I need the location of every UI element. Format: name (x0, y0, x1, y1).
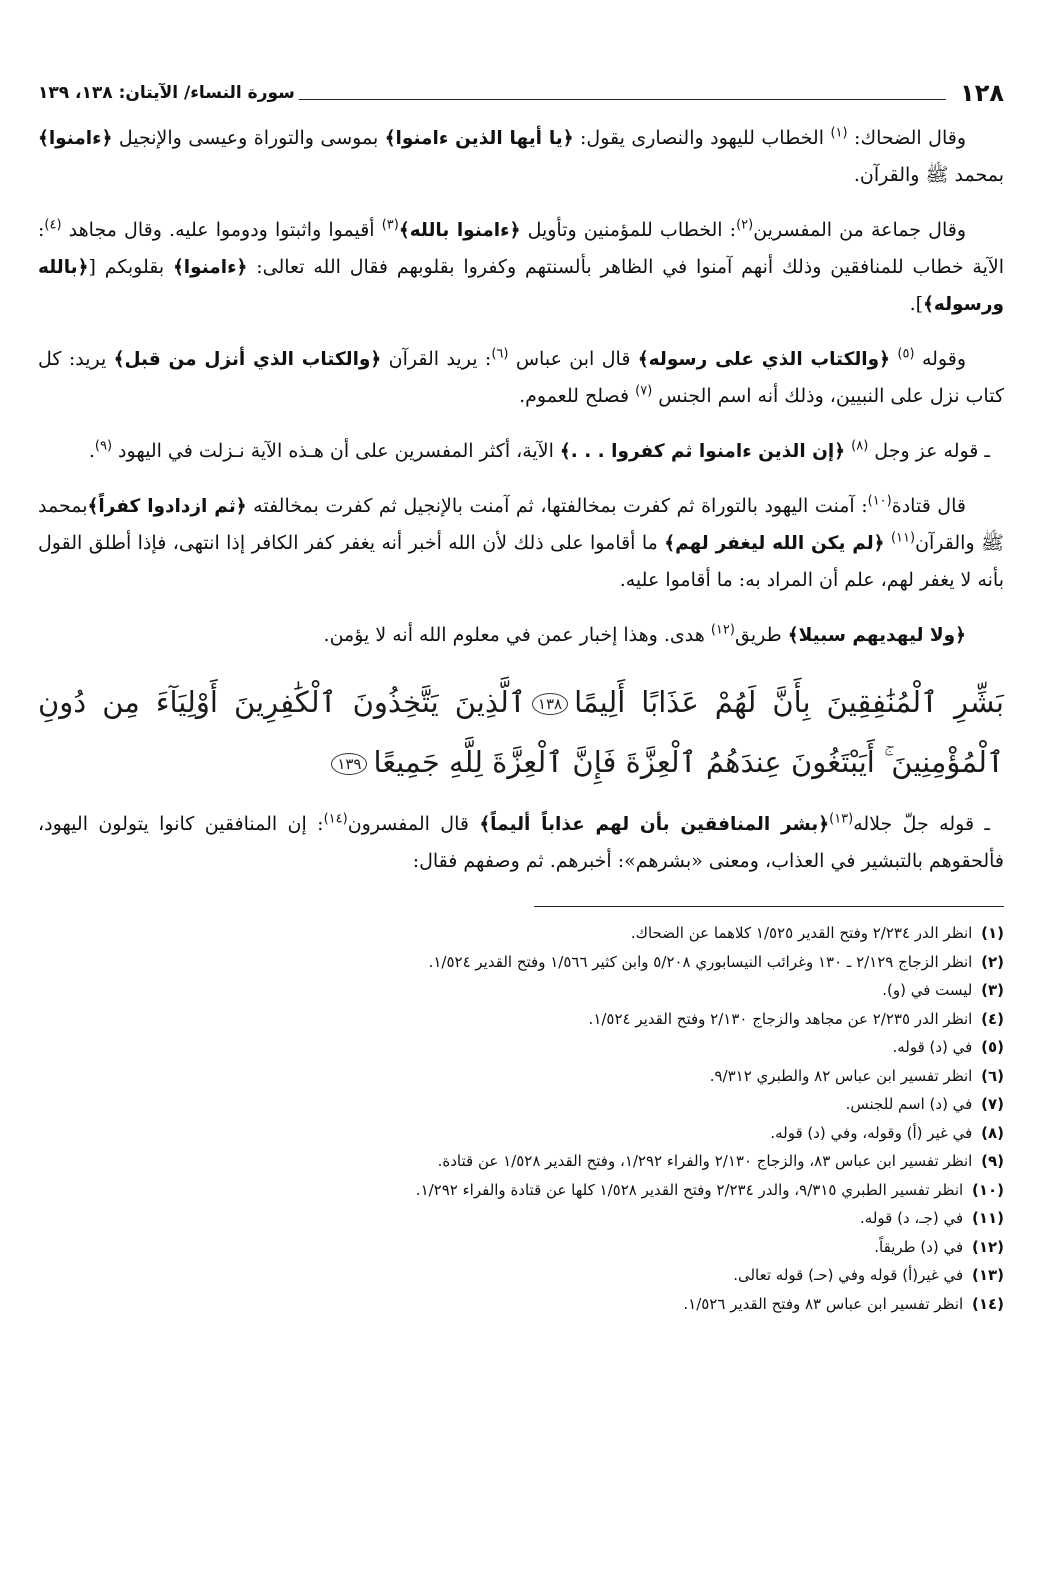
text-run: . (88, 440, 95, 462)
text-run: هدى. وهذا إخبار عمن في معلوم الله أنه لا يؤمن. (323, 624, 711, 646)
footnote-reference: (١) (830, 125, 848, 141)
footnote-number: (٢) (981, 952, 1004, 971)
page-number: ١٢٨ (960, 79, 1004, 107)
text-run: ـ قوله جلّ جلاله (853, 813, 990, 835)
footnote-number: (١١) (971, 1209, 1004, 1227)
text-run: قال المفسرون (347, 813, 480, 835)
text-run: ما أقاموا على ذلك لأن الله أخبر أنه يغفر كفر الكافر إذا انتهى، فإذا أطلق القول بأنه لا يغفر لهم، علم أن المراد به: ما أقاموا عليه. (38, 532, 1004, 591)
footnote-reference: (٣) (381, 217, 399, 233)
footnote-number: (١٤) (971, 1294, 1004, 1313)
footnote-number: (٩) (981, 1152, 1004, 1170)
text-run: بمحمد ﷺ والقرآن. (853, 164, 1004, 186)
footnote-reference: (٩) (94, 438, 113, 454)
paragraph (38, 212, 1004, 323)
footnote-text: ليست في (و). (882, 981, 978, 999)
commentary-paragraph (38, 806, 1004, 880)
footnote-item (38, 1290, 1004, 1319)
footnote-reference: (٨) (851, 438, 869, 454)
footnote-reference: (١٤) (323, 811, 348, 827)
text-run: الخطاب لليهود والنصارى يقول: (573, 127, 831, 149)
footnote-text: انظر الزجاج ٢/١٢٩ ـ ١٣٠ وغرائب النيسابوري ٥/٢٠٨ وابن كثير ١/٥٦٦ وفتح القدير ١/٥٢٤. (428, 952, 978, 971)
text-run: قال قتادة (891, 495, 966, 517)
quran-verse-text: ٱلَّذِينَ يَتَّخِذُونَ ٱلْكَٰفِرِينَ أَوْلِيَآءَ مِن دُونِ ٱلْمُؤْمِنِينَ ۚ أَيَبْتَغُونَ عِندَهُمُ ٱلْعِزَّةَ فَإِنَّ ٱلْعِزَّةَ لِلَّهِ جَمِيعًا (38, 685, 1004, 779)
footnote-text: انظر تفسير الطبري ٩/٣١٥، والدر ٢/٢٣٤ وفتح القدير ١/٥٢٨ كلها عن قتادة والفراء ١/٢٩٢. (415, 1180, 968, 1199)
quran-quote: ﴿بشر المنافقين بأن لهم عذاباً أليماً﴾ (479, 814, 830, 835)
footnote-item (38, 1176, 1004, 1205)
footnote-text: انظر تفسير ابن عباس ٨٢ والطبري ٩/٣١٢. (709, 1066, 978, 1085)
text-run: وقال الضحاك: (847, 127, 966, 149)
footnote-text: انظر تفسير ابن عباس ٨٣ وفتح القدير ١/٥٢٦. (683, 1294, 968, 1313)
footnote-item (38, 1090, 1004, 1119)
page-header (38, 68, 1004, 106)
footnote-text: انظر تفسير ابن عباس ٨٣، والزجاج ٢/١٣٠ والفراء ١/٢٩٢، وفتح القدير ١/٥٢٨ عن قتادة. (437, 1152, 978, 1170)
quran-quote: ﴿ءامنوا بالله﴾ (398, 220, 521, 241)
text-run: بموسى والتوراة وعيسى والإنجيل (112, 127, 385, 149)
footnote-number: (١٣) (971, 1266, 1004, 1284)
paragraph (38, 341, 1004, 415)
quran-quote: ﴿ولا ليهديهم سبيلا﴾ (787, 625, 966, 646)
footnote-number: (٣) (981, 981, 1004, 999)
footnote-reference: (١٠) (867, 493, 892, 509)
footnote-item (38, 1204, 1004, 1233)
text-run: : إن المنافقين كانوا يتولون اليهود، فألحقوهم بالتبشير في العذاب، ومعنى «بشرهم»: أخبرهم. ثم وصفهم فقال: (38, 813, 1004, 872)
text-run: : الآية خطاب للمنافقين وذلك أنهم آمنوا في الظاهر بألسنتهم وكفروا بقلوبهم فقال الله تعالى: (38, 219, 1004, 278)
footnotes-list (38, 919, 1004, 1318)
footnote-item (38, 1119, 1004, 1148)
text-run: أقيموا واثبتوا ودوموا عليه. وقال مجاهد (61, 219, 382, 241)
text-run: وقال جماعة من المفسرين (753, 219, 966, 241)
footnote-text: في غير (أ) وقوله، وفي (د) قوله. (770, 1123, 978, 1142)
text-run: بمحمد ﷺ والقرآن (38, 495, 1005, 554)
ayah-number-marker: ١٣٨ (532, 693, 568, 715)
footnote-item (38, 1233, 1004, 1262)
footnote-item (38, 948, 1004, 977)
footnote-text: في غير(أ) قوله وفي (حـ) قوله تعالى. (733, 1266, 968, 1284)
footnote-reference: (٧) (635, 383, 653, 399)
footnote-reference: (٢) (736, 217, 754, 233)
footnote-reference: (١٢) (710, 622, 735, 638)
footnote-number: (١) (981, 924, 1004, 942)
text-run: يريد: كل كتاب نزل على النبيين، وذلك أنه اسم الجنس (38, 348, 1004, 407)
text-run: : الخطاب للمؤمنين وتأويل (520, 219, 737, 241)
footnote-reference: (٥) (897, 346, 915, 362)
paragraph (38, 120, 1004, 194)
footnote-item (38, 1005, 1004, 1034)
footnote-number: (٦) (981, 1066, 1004, 1085)
footnote-text: في (جـ، د) قوله. (860, 1209, 968, 1227)
footnote-number: (٧) (981, 1095, 1004, 1113)
paragraph (38, 617, 1004, 654)
text-run: فصلح للعموم. (519, 385, 636, 407)
footnote-item (38, 1261, 1004, 1290)
quran-verses (38, 672, 1004, 792)
quran-verse-text: بَشِّرِ ٱلْمُنَٰفِقِينَ بِأَنَّ لَهُمْ عَذَابًا أَلِيمًا (574, 685, 1004, 719)
footnote-separator (534, 906, 1004, 907)
footnote-number: (٤) (981, 1009, 1004, 1028)
commentary-body (38, 120, 1004, 654)
text-run: : آمنت اليهود بالتوراة ثم كفرت بمخالفتها، ثم آمنت بالإنجيل ثم كفرت بمخالفته (246, 495, 868, 517)
footnote-text: في (د) قوله. (892, 1038, 978, 1056)
text-run: : يريد القرآن (381, 348, 492, 370)
text-run: قال ابن عباس (508, 348, 638, 370)
footnote-number: (١٠) (971, 1180, 1004, 1199)
quran-quote: ﴿لم يكن الله ليغفر لهم﴾ (664, 533, 885, 554)
footnote-number: (٥) (981, 1038, 1004, 1056)
paragraph (38, 433, 1004, 470)
quran-quote: ﴿والكتاب الذي أنزل من قبل﴾ (113, 349, 382, 370)
quran-quote: ﴿يا أيها الذين ءامنوا﴾ (384, 128, 574, 149)
footnote-reference: (١٣) (829, 811, 854, 827)
text-run: بقلوبكم [ (88, 256, 173, 278)
footnote-item (38, 1033, 1004, 1062)
footnote-text: في (د) اسم للجنس. (845, 1095, 978, 1113)
footnote-item (38, 976, 1004, 1005)
footnote-item (38, 1062, 1004, 1091)
header-rule (299, 99, 946, 100)
text-run: طريق (734, 624, 788, 646)
footnote-reference: (٦) (491, 346, 509, 362)
footnote-reference: (٤) (44, 217, 62, 233)
quran-quote: ﴿إن الذين ءامنوا ثم كفروا . . .﴾ (559, 441, 846, 462)
text-run: الآية، أكثر المفسرين على أن هـذه الآية نـزلت في اليهود (112, 440, 560, 462)
running-title: سورة النساء/ الآيتان: ١٣٨، ١٣٩ (38, 83, 295, 103)
ayah-number-marker: ١٣٩ (331, 753, 367, 775)
quran-quote: ﴿ءامنوا﴾ (38, 128, 113, 149)
quran-quote: ﴿ثم ازدادوا كفراً﴾ (87, 496, 247, 517)
quran-quote: ﴿والكتاب الذي على رسوله﴾ (637, 349, 890, 370)
text-run: ]. (909, 293, 924, 315)
text-run: ـ قوله عز وجل (868, 440, 990, 462)
footnote-reference: (١١) (890, 530, 916, 546)
quran-quote: ﴿ءامنوا﴾ (172, 257, 248, 278)
footnote-item (38, 919, 1004, 948)
footnote-number: (٨) (981, 1123, 1004, 1142)
paragraph (38, 488, 1004, 599)
text-run: وقوله (914, 348, 966, 370)
footnote-item (38, 1147, 1004, 1176)
footnote-text: انظر الدر ٢/٢٣٤ وفتح القدير ١/٥٢٥ كلاهما عن الضحاك. (630, 924, 978, 942)
footnote-text: انظر الدر ٢/٢٣٥ عن مجاهد والزجاج ٢/١٣٠ وفتح القدير ١/٥٢٤. (588, 1009, 978, 1028)
footnote-number: (١٢) (971, 1237, 1004, 1256)
quran-quote: ﴿بالله ورسوله﴾ (38, 257, 1004, 315)
footnote-text: في (د) طريقاً. (874, 1237, 968, 1256)
